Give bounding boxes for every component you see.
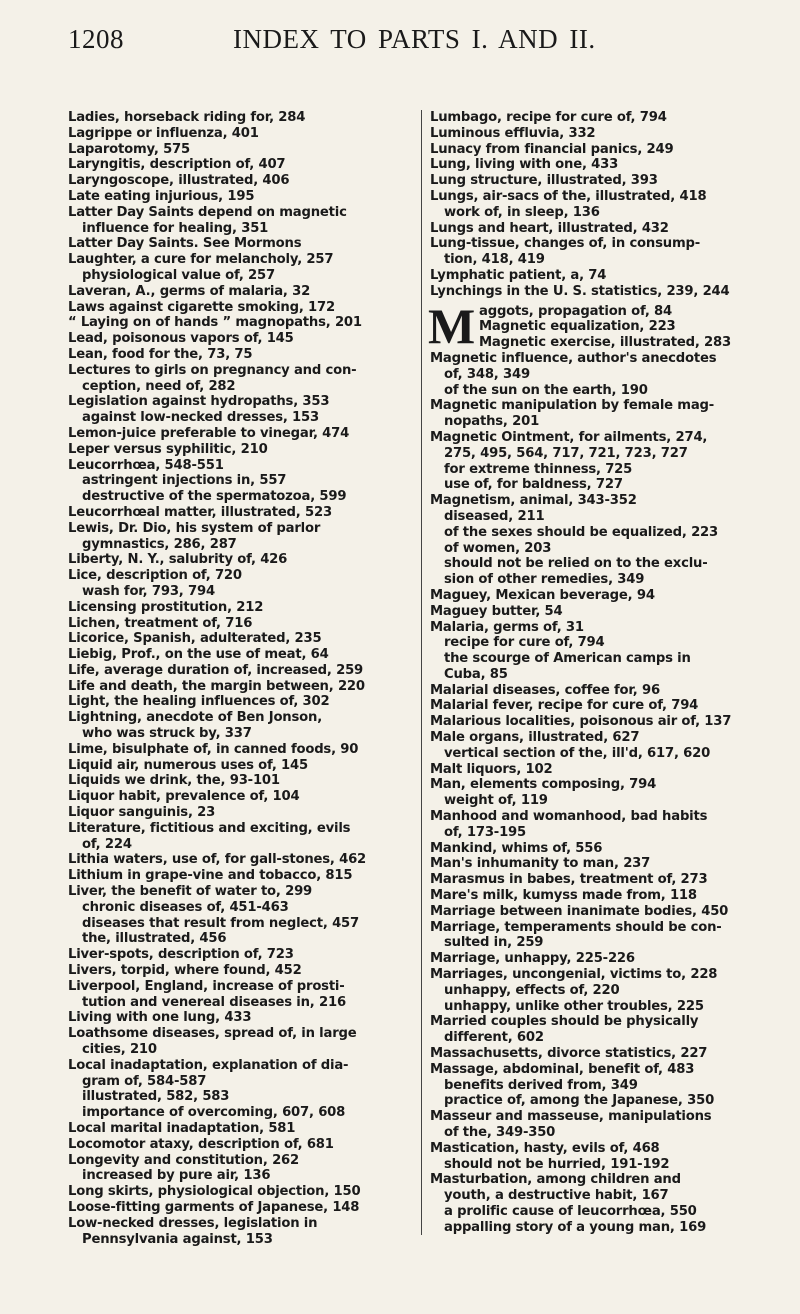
index-entry: Magnetic equalization, 223 bbox=[479, 319, 676, 335]
page-header bbox=[68, 24, 758, 54]
index-subentry: for extreme thinness, 725 bbox=[444, 461, 633, 477]
index-entry: Massachusetts, divorce statistics, 227 bbox=[430, 1046, 708, 1062]
index-entry: Malt liquors, 102 bbox=[430, 761, 553, 777]
index-entry: Mankind, whims of, 556 bbox=[430, 840, 603, 856]
index-entry: Laryngitis, description of, 407 bbox=[68, 157, 286, 173]
index-entry: Lice, description of, 720 bbox=[68, 568, 242, 584]
index-entry: Marasmus in babes, treatment of, 273 bbox=[430, 872, 708, 888]
index-entry: Massage, abdominal, benefit of, 483 bbox=[430, 1061, 695, 1077]
index-entry: Loathsome diseases, spread of, in large bbox=[68, 1026, 357, 1042]
index-subentry: recipe for cure of, 794 bbox=[444, 635, 605, 651]
index-subentry: sulted in, 259 bbox=[444, 935, 544, 951]
index-entry: Lung structure, illustrated, 393 bbox=[430, 173, 658, 189]
index-column-left bbox=[68, 110, 413, 1247]
index-subentry: gram of, 584-587 bbox=[82, 1073, 207, 1089]
index-entry: Lithia waters, use of, for gall-stones, 462 bbox=[68, 852, 367, 868]
index-entry: Local inadaptation, explanation of dia- bbox=[68, 1057, 349, 1073]
index-entry: Lynchings in the U. S. statistics, 239, 244 bbox=[430, 283, 730, 299]
index-entry: Liver-spots, description of, 723 bbox=[68, 947, 294, 963]
index-entry: Magnetism, animal, 343-352 bbox=[430, 493, 637, 509]
index-subentry: appalling story of a young man, 169 bbox=[444, 1219, 707, 1235]
index-entry: Lithium in grape-vine and tobacco, 815 bbox=[68, 868, 353, 884]
index-entry: Laryngoscope, illustrated, 406 bbox=[68, 173, 290, 189]
index-subentry: influence for healing, 351 bbox=[82, 220, 269, 236]
index-entry: Light, the healing influences of, 302 bbox=[68, 694, 330, 710]
index-subentry: should not be relied on to the exclu- bbox=[444, 556, 708, 572]
index-entry: Marriages, uncongenial, victims to, 228 bbox=[430, 967, 718, 983]
index-entry: Laws against cigarette smoking, 172 bbox=[68, 299, 335, 315]
index-subentry: Pennsylvania against, 153 bbox=[82, 1231, 273, 1247]
index-entry: Liberty, N. Y., salubrity of, 426 bbox=[68, 552, 288, 568]
index-entry: Malaria, germs of, 31 bbox=[430, 619, 584, 635]
page-number: 1208 bbox=[68, 24, 124, 54]
index-subentry: wash for, 793, 794 bbox=[82, 583, 215, 599]
index-entry: Late eating injurious, 195 bbox=[68, 188, 255, 204]
index-entry: Laparotomy, 575 bbox=[68, 141, 191, 157]
index-entry: Lewis, Dr. Dio, his system of parlor bbox=[68, 520, 321, 536]
index-entry: Laughter, a cure for melancholy, 257 bbox=[68, 252, 334, 268]
index-entry: Malarial diseases, coffee for, 96 bbox=[430, 682, 660, 698]
index-subentry: illustrated, 582, 583 bbox=[82, 1089, 230, 1105]
index-subentry: of the, 349-350 bbox=[444, 1125, 556, 1140]
index-entry: Liquids we drink, the, 93-101 bbox=[68, 773, 280, 789]
index-entry: Married couples should be physically bbox=[430, 1014, 699, 1030]
index-entry: Literature, fictitious and exciting, evils bbox=[68, 820, 351, 836]
index-subentry: diseased, 211 bbox=[444, 508, 545, 524]
index-subentry: 275, 495, 564, 717, 721, 723, 727 bbox=[444, 445, 688, 461]
index-subentry: against low-necked dresses, 153 bbox=[82, 410, 319, 426]
page-title: INDEX TO PARTS I. AND II. bbox=[233, 24, 596, 54]
index-subentry: work of, in sleep, 136 bbox=[444, 204, 600, 220]
index-entry: Locomotor ataxy, description of, 681 bbox=[68, 1136, 334, 1152]
section-m-start bbox=[428, 297, 775, 354]
index-subentry: diseases that result from neglect, 457 bbox=[82, 915, 359, 931]
index-entry: Lymphatic patient, a, 74 bbox=[430, 267, 607, 283]
index-entry: Lung-tissue, changes of, in consump- bbox=[430, 236, 701, 252]
index-entry: Masseur and masseuse, manipulations bbox=[430, 1109, 712, 1125]
index-subentry: Cuba, 85 bbox=[444, 666, 508, 682]
index-subentry: the scourge of American camps in bbox=[444, 651, 691, 667]
index-subentry: weight of, 119 bbox=[444, 793, 548, 809]
index-subentry: tution and venereal diseases in, 216 bbox=[82, 994, 346, 1010]
index-entry: Marriage, unhappy, 225-226 bbox=[430, 951, 635, 967]
index-entry: Lungs and heart, illustrated, 432 bbox=[430, 220, 669, 236]
index-entry: Lean, food for the, 73, 75 bbox=[68, 346, 253, 362]
index-entry: Ladies, horseback riding for, 284 bbox=[68, 110, 306, 125]
index-subentry: of the sun on the earth, 190 bbox=[444, 382, 648, 398]
index-subentry: benefits derived from, 349 bbox=[444, 1077, 638, 1093]
index-entry: Lemon-juice preferable to vinegar, 474 bbox=[68, 425, 350, 441]
index-entry: Lichen, treatment of, 716 bbox=[68, 615, 253, 631]
index-entry: Leper versus syphilitic, 210 bbox=[68, 441, 268, 457]
index-subentry: of, 224 bbox=[82, 836, 132, 852]
index-entry: Livers, torpid, where found, 452 bbox=[68, 963, 302, 979]
index-entry: Lime, bisulphate of, in canned foods, 90 bbox=[68, 741, 359, 757]
index-entry: Mastication, hasty, evils of, 468 bbox=[430, 1140, 660, 1156]
index-entry: Long skirts, physiological objection, 150 bbox=[68, 1184, 361, 1200]
index-entry: Liquor sanguinis, 23 bbox=[68, 805, 216, 821]
index-entry: Liquid air, numerous uses of, 145 bbox=[68, 757, 308, 773]
index-subentry: nopaths, 201 bbox=[444, 414, 540, 430]
index-subentry: of the sexes should be equalized, 223 bbox=[444, 524, 719, 540]
index-entry: Magnetic Ointment, for ailments, 274, bbox=[430, 429, 708, 445]
index-entries-m bbox=[430, 351, 775, 1236]
index-entry: Lungs, air-sacs of the, illustrated, 418 bbox=[430, 188, 707, 204]
index-entry: Magnetic manipulation by female mag- bbox=[430, 398, 715, 414]
index-entry: Magnetic influence, author's anecdotes bbox=[430, 350, 717, 366]
index-entry: Latter Day Saints. See Mormons bbox=[68, 236, 302, 252]
index-entry: Lunacy from financial panics, 249 bbox=[430, 141, 674, 157]
index-entry: Lagrippe or influenza, 401 bbox=[68, 125, 259, 141]
index-entry: Lectures to girls on pregnancy and con- bbox=[68, 362, 357, 378]
index-entry: Loose-fitting garments of Japanese, 148 bbox=[68, 1199, 360, 1215]
index-entry: Marriage, temperaments should be con- bbox=[430, 919, 722, 935]
index-entry: Life and death, the margin between, 220 bbox=[68, 678, 365, 694]
index-column-right bbox=[430, 110, 775, 1236]
index-entry: Latter Day Saints depend on magnetic bbox=[68, 204, 347, 220]
index-subentry: importance of overcoming, 607, 608 bbox=[82, 1105, 346, 1121]
index-entry: Luminous effluvia, 332 bbox=[430, 125, 596, 141]
index-entry: Licensing prostitution, 212 bbox=[68, 599, 264, 615]
index-entry: Legislation against hydropaths, 353 bbox=[68, 394, 330, 410]
index-entry: Lightning, anecdote of Ben Jonson, bbox=[68, 710, 323, 726]
index-entry: Liver, the benefit of water to, 299 bbox=[68, 884, 313, 900]
index-entry: aggots, propagation of, 84 bbox=[479, 303, 672, 319]
index-entry: Man's inhumanity to man, 237 bbox=[430, 856, 651, 872]
index-entry: Lung, living with one, 433 bbox=[430, 157, 619, 173]
index-subentry: of, 348, 349 bbox=[444, 366, 530, 382]
index-entry: Masturbation, among children and bbox=[430, 1172, 681, 1188]
section-m-first-lines bbox=[428, 297, 775, 354]
index-subentry: use of, for baldness, 727 bbox=[444, 477, 623, 493]
index-subentry: ception, need of, 282 bbox=[82, 378, 236, 394]
index-entry: Liverpool, England, increase of prosti- bbox=[68, 978, 345, 994]
index-entry: “ Laying on of hands ” magnopaths, 201 bbox=[68, 315, 362, 331]
index-entry: Magnetic exercise, illustrated, 283 bbox=[479, 335, 731, 351]
index-entry: Longevity and constitution, 262 bbox=[68, 1152, 299, 1168]
index-subentry: who was struck by, 337 bbox=[82, 726, 252, 742]
index-entry: Local marital inadaptation, 581 bbox=[68, 1121, 296, 1136]
index-entry: Malarial fever, recipe for cure of, 794 bbox=[430, 698, 699, 714]
index-entry: Lumbago, recipe for cure of, 794 bbox=[430, 110, 667, 125]
index-subentry: physiological value of, 257 bbox=[82, 267, 275, 283]
index-subentry: sion of other remedies, 349 bbox=[444, 572, 645, 588]
index-entry: Living with one lung, 433 bbox=[68, 1010, 252, 1026]
index-subentry: the, illustrated, 456 bbox=[82, 931, 227, 947]
dropcap-letter: M bbox=[428, 297, 475, 354]
index-subentry: destructive of the spermatozoa, 599 bbox=[82, 489, 347, 505]
index-entry: Leucorrhœal matter, illustrated, 523 bbox=[68, 504, 332, 520]
index-subentry: a prolific cause of leucorrhœa, 550 bbox=[444, 1203, 697, 1219]
index-subentry: different, 602 bbox=[444, 1030, 544, 1046]
index-subentry: unhappy, unlike other troubles, 225 bbox=[444, 998, 704, 1014]
index-entry: Life, average duration of, increased, 259 bbox=[68, 662, 364, 678]
index-subentry: unhappy, effects of, 220 bbox=[444, 982, 620, 998]
index-entry: Marriage between inanimate bodies, 450 bbox=[430, 903, 729, 919]
column-divider bbox=[421, 110, 422, 1235]
index-subentry: should not be hurried, 191-192 bbox=[444, 1156, 670, 1172]
index-entry: Leucorrhœa, 548-551 bbox=[68, 457, 224, 473]
index-subentry: tion, 418, 419 bbox=[444, 252, 545, 268]
index-subentry: of, 173-195 bbox=[444, 824, 527, 840]
index-entry: Mare's milk, kumyss made from, 118 bbox=[430, 888, 697, 904]
index-entry: Man, elements composing, 794 bbox=[430, 777, 657, 793]
index-entry: Lead, poisonous vapors of, 145 bbox=[68, 331, 294, 347]
index-entry: Maguey butter, 54 bbox=[430, 603, 563, 619]
index-subentry: youth, a destructive habit, 167 bbox=[444, 1188, 669, 1204]
index-entry: Low-necked dresses, legislation in bbox=[68, 1215, 318, 1231]
index-entry: Manhood and womanhood, bad habits bbox=[430, 809, 708, 825]
index-entry: Liebig, Prof., on the use of meat, 64 bbox=[68, 647, 329, 663]
index-subentry: chronic diseases of, 451-463 bbox=[82, 899, 289, 915]
index-entries-l bbox=[430, 110, 775, 300]
index-subentry: practice of, among the Japanese, 350 bbox=[444, 1093, 715, 1109]
index-subentry: increased by pure air, 136 bbox=[82, 1168, 271, 1184]
index-subentry: vertical section of the, ill'd, 617, 620 bbox=[444, 745, 711, 761]
index-subentry: cities, 210 bbox=[82, 1042, 157, 1058]
index-entry: Laveran, A., germs of malaria, 32 bbox=[68, 283, 311, 299]
index-subentry: of women, 203 bbox=[444, 540, 552, 556]
index-entry: Licorice, Spanish, adulterated, 235 bbox=[68, 631, 322, 647]
index-entry: Liquor habit, prevalence of, 104 bbox=[68, 789, 300, 805]
index-entry: Malarious localities, poisonous air of, 137 bbox=[430, 714, 732, 730]
index-subentry: gymnastics, 286, 287 bbox=[82, 536, 237, 552]
index-entry: Maguey, Mexican beverage, 94 bbox=[430, 587, 655, 603]
index-entry: Male organs, illustrated, 627 bbox=[430, 730, 640, 746]
index-subentry: astringent injections in, 557 bbox=[82, 473, 287, 489]
